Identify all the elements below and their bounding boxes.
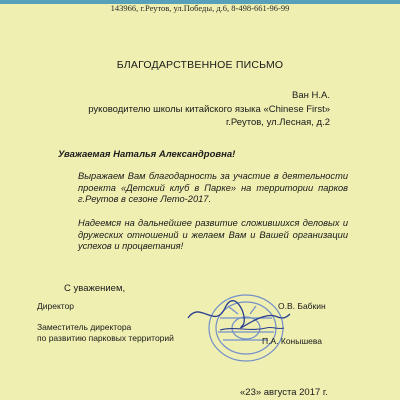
signatory-name-director: О.В. Бабкин: [278, 301, 326, 311]
document-title: БЛАГОДАРСТВЕННОЕ ПИСЬМО: [116, 59, 284, 71]
signatory-role-director: Директор: [37, 301, 75, 311]
signatory-name-deputy: П.А. Конышева: [262, 336, 323, 346]
recipient-name: Ван Н.А.: [292, 90, 330, 101]
letterhead-address: 143966, г.Реутов, ул.Победы, д.6, 8-498-661-96-99: [110, 3, 290, 13]
body-paragraph-2: Надеемся на дальнейшее развитие сложившихся деловых и дружеских отношений и желаем Вам и Вашей организации успехов и процветания!: [78, 218, 348, 251]
closing-phrase: С уважением,: [64, 283, 126, 294]
letter-date: «23» августа 2017 г.: [240, 387, 328, 398]
signatory-role-deputy-line2: по развитию парковых территорий: [37, 333, 174, 343]
body-paragraph-1: Выражаем Вам благодарность за участие в деятельности проекта «Детский клуб в Парке» на территории парков г.Реутов в сезоне Лето-2017.: [78, 171, 348, 204]
signatory-role-deputy-line1: Заместитель директора: [37, 322, 132, 332]
recipient-position: руководителю школы китайского языка «Chinese First»: [88, 103, 330, 115]
salutation: Уважаемая Наталья Александровна!: [58, 149, 236, 160]
signatory-role-deputy: [37, 322, 174, 344]
recipient-block: [88, 89, 330, 130]
recipient-address: г.Реутов, ул.Лесная, д.2: [225, 117, 330, 128]
